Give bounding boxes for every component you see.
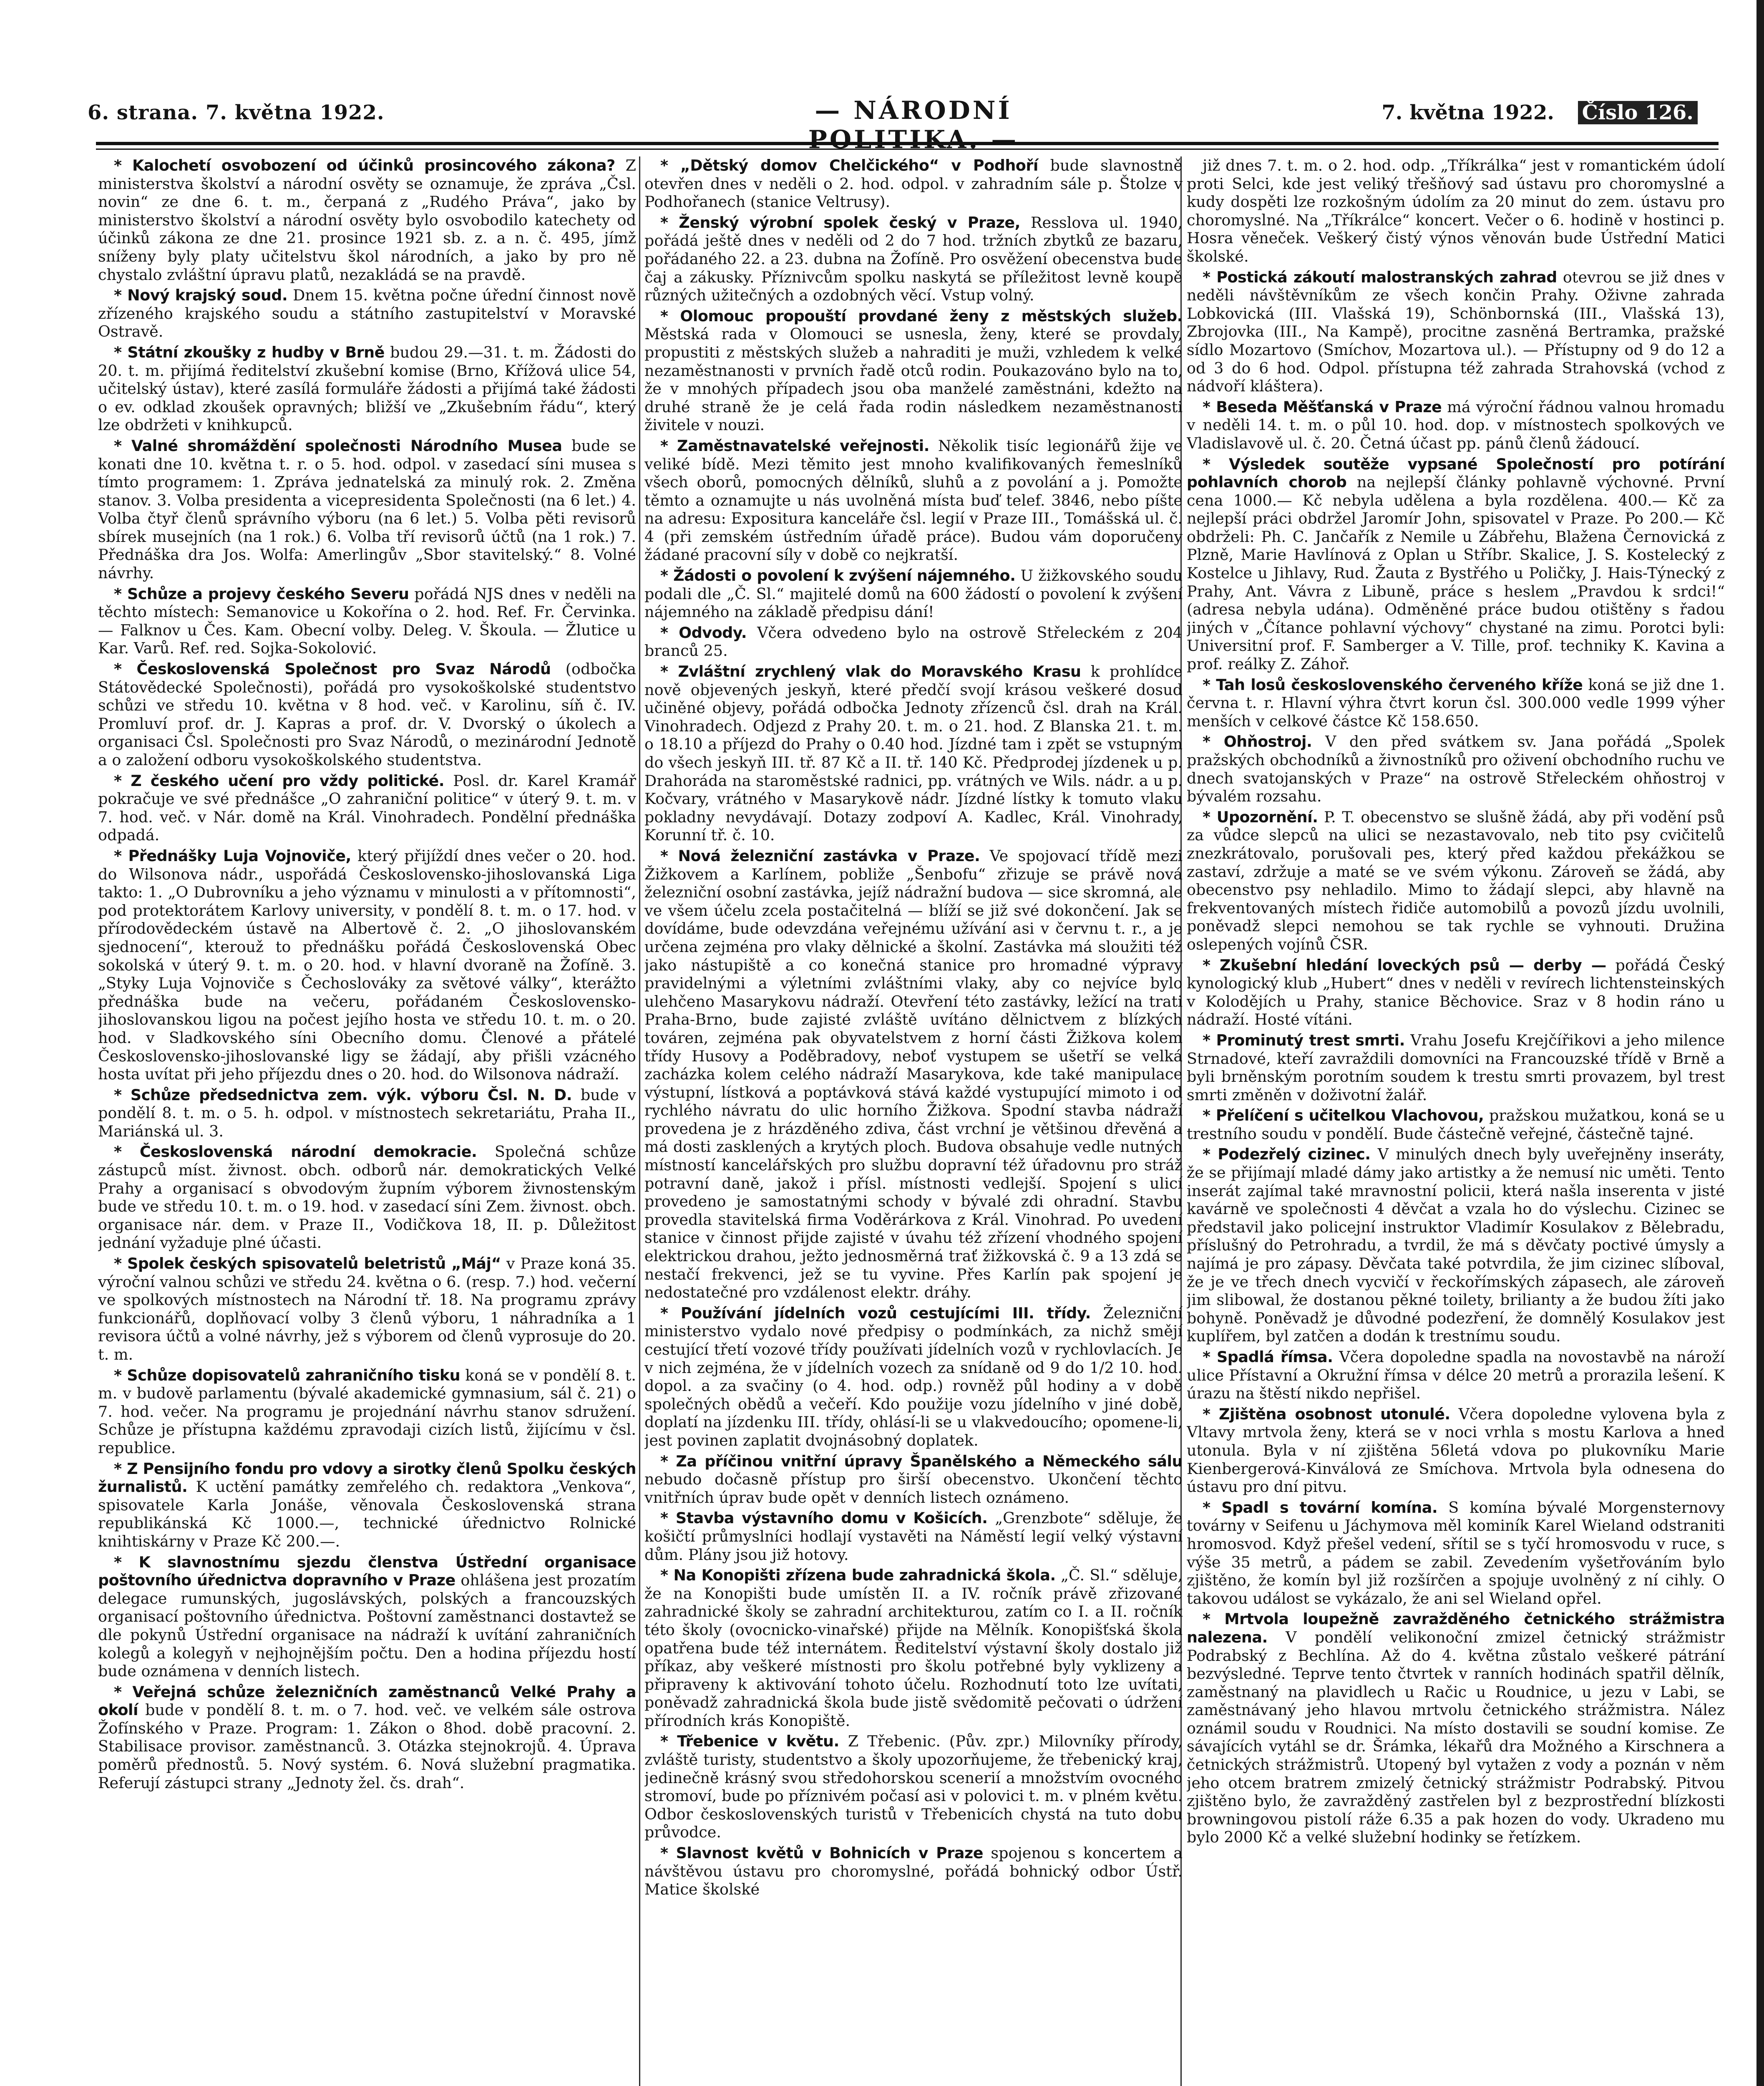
news-item	[1187, 156, 1725, 266]
news-item-body: V den před svátkem sv. Jana pořádá „Spolek pražských obchodníků a živnostníků pro oživení obchodního ruchu ve dnech svatojanských v Praze“ na ostrově Střeleckém ohňostroj v bývalém rozsahu.	[1187, 733, 1725, 806]
news-item	[644, 847, 1183, 1302]
news-item	[1187, 455, 1725, 673]
news-item	[644, 567, 1183, 621]
news-item-headline: * Za příčinou vnitřní úpravy Španělského a Německého sálu	[660, 1452, 1183, 1470]
news-item-headline: * Nová železniční zastávka v Praze.	[660, 846, 980, 865]
news-item-body: má výroční řádnou valnou hromadu v neděli 14. t. m. o půl 10. hod. dop. v místnostech spolkových ve Vladislavově ul. č. 20. Četná účast pp. pánů členů žádoucí.	[1187, 398, 1725, 452]
news-item	[1187, 956, 1725, 1029]
news-item-headline: * Olomouc propouští provdané ženy z městských služeb.	[660, 307, 1183, 325]
news-item-headline: * „Dětský domov Chelčického“ v Podhoří	[660, 156, 1038, 174]
news-item	[644, 1566, 1183, 1730]
column-2	[644, 156, 1183, 2086]
news-item-body: pořádá NJS dnes v neděli na těchto místech: Semanovice u Kokořína o 2. hod. Ref. Fr. Červinka. — Falknov u Čes. Kam. Obecní volby. Deleg. V. Škoula. — Žlutice u Kar. Varů. Ref. red. Sojka-Sokolović.	[98, 584, 636, 658]
news-item-body: koná se již dne 1. června t. r. Hlavní výhra čtvrt korun čsl. 300.000 vedle 1999 výher menších v celkové částce Kč 158.650.	[1187, 675, 1725, 730]
page-edge	[1756, 0, 1764, 2086]
news-item-headline: * Schůze a projevy českého Severu	[114, 584, 409, 603]
news-item-headline: * Stavba výstavního domu v Košicích.	[660, 1509, 988, 1527]
news-item-headline: * Na Konopišti zřízena bude zahradnická škola.	[660, 1566, 1056, 1585]
page-number-date: 6. strana. 7. května 1922.	[88, 101, 385, 124]
news-item-body: Z Třebenic. (Pův. zpr.) Milovníky přírody, zvláště turisty, studentstvo a školy upozorňujeme, že třebenický kraj, jedinečně krásný svou středohorskou scenerií a množstvím ovocného stromoví, bude po příznivém počasí asi v polovici t. m. v plném květu. Odbor československých turistů v Třebenicích chystá na tuto dobu průvodce.	[644, 1732, 1183, 1842]
news-item-body: pořádá Český kynologický klub „Hubert“ dnes v neděli v revírech lichtensteinských v Kolodějích u Prahy, stanice Běchovice. Sraz v 8 hodin ráno u nádraží. Hosté vítáni.	[1187, 956, 1725, 1029]
news-item-headline: * Zaměstnavatelské veřejnosti.	[660, 436, 929, 455]
news-item	[1187, 1031, 1725, 1104]
news-item	[644, 214, 1183, 305]
news-item-headline: * Veřejná schůze železničních zaměstnanců Velké Prahy a okolí	[98, 1683, 636, 1719]
news-item-headline: * Tah losů československého červeného kříže	[1203, 675, 1583, 694]
news-item-body: bude v pondělí 8. t. m. o 5. h. odpol. v místnostech sekretariátu, Praha II., Mariánská ul. 3.	[98, 1086, 636, 1140]
news-item-headline: * Státní zkoušky z hudby v Brně	[114, 343, 385, 361]
news-item-headline: * Z Pensijního fondu pro vdovy a sirotky členů Spolku českých žurnalistů.	[98, 1459, 636, 1496]
news-item	[644, 156, 1183, 211]
news-item-headline: * Výsledek soutěže vypsané Společností pro potírání pohlavních chorob	[1187, 455, 1725, 491]
news-item-body: otevrou se již dnes v neděli návštěvníkům ze všech končin Prahy. Oživne zahrada Lobkovická (III. Vlašská 19), Schönbornská (III., Vlašská 13), Zbrojovka (III., Na Kampě), procitne zasněná Bertramka, pražské sídlo Mozartovo (Smíchov, Mozartova ul.). — Přístupny od 9 do 12 a od 3 do 6 hod. Odpol. přístupna též zahrada Strahovská (vchod z nádvoří kláštera).	[1187, 268, 1725, 396]
news-item-headline: * Postická zákoutí malostranských zahrad	[1203, 268, 1557, 286]
news-item	[1187, 398, 1725, 453]
news-item	[98, 1460, 636, 1551]
news-item-body: Městská rada v Olomouci se usnesla, ženy, které se provdaly, propustiti z městských služeb a nahraditi je muži, vzhledem k velké nezaměstnanosti v prvních řadě otců rodin. Poukazováno bylo na to, že v mnohých případech jsou oba manželé zaměstnáni, kdežto na druhé straně že je celá řada rodin následkem nezaměstnanosti živitele v nouzi.	[644, 325, 1183, 434]
news-item-headline: * Nový krajský soud.	[114, 286, 288, 305]
page-header	[75, 96, 1735, 154]
news-item	[98, 437, 636, 582]
news-item-headline: * Kalochetí osvobození od účinků prosincového zákona?	[114, 156, 615, 174]
news-item-body: Dnem 15. května počne úřední činnost nově zřízeného krajského soudu a státního zastupitelství v Moravské Ostravě.	[98, 286, 636, 341]
header-rule-thin	[96, 149, 1719, 150]
news-item-body: spojenou s koncertem a návštěvou ústavu pro choromyslné, pořádá bohnický odbor Ústř. Matice školské	[644, 1844, 1183, 1899]
news-item-headline: * Žádosti o povolení k zvýšení nájemného.	[660, 567, 1016, 585]
news-item	[98, 1683, 636, 1792]
news-item-headline: * Československá národní demokracie.	[114, 1143, 477, 1161]
masthead-title: — NÁRODNÍ POLITIKA. —	[808, 96, 1019, 154]
news-item	[1187, 1106, 1725, 1143]
news-item-body: Z ministerstva školství a národní osvěty se oznamuje, že zpráva „Čsl. novin“ ze dne 6. t. m., čerpaná z „Rudého Práva“, jako by ministerstvo školství a národní osvěty bylo osvobodilo katechety od účinků zákona ze dne 21. prosince 1921 sb. z. a n. č. 495, jímž sníženy byly platy učitelstvu škol národních, a jako by pro ně chystalo zvláštní úpravu platů, nezakládá se na pravdě.	[98, 156, 636, 284]
news-item-body: Vrahu Josefu Krejčířikovi a jeho milence Strnadové, kteří zavraždili domovníci na Francouzské třídě v Brně a byli brněnským porotním soudem k trestu smrti provazem, byl trest smrti změněn v doživotní žalář.	[1187, 1031, 1725, 1104]
news-item	[1187, 1405, 1725, 1496]
news-item-body: K uctění památky zemřelého ch. redaktora „Venkova“, spisovatele Karla Jonáše, věnovala Československá strana republikánská Kč 1000.—, technické úřednictvo Rolnické knihtiskárny v Praze Kč 200.—.	[98, 1478, 636, 1550]
news-item-headline: * Ženský výrobní spolek český v Praze,	[660, 213, 1020, 232]
news-item	[1187, 268, 1725, 396]
news-item-body: budou 29.—31. t. m. Žádosti do 20. t. m. přijímá ředitelství zkušební komise (Brno, Křížová ulice 54, učitelský ústav), které zasílá formuláře žádosti a přijímá také žádosti o ev. odklad zkoušek opravných; bližší ve „Zkušebním řádu“, který lze obdržeti v knihkupců.	[98, 343, 636, 434]
news-item	[98, 847, 636, 1083]
news-item-body: Společná schůze zástupců míst. živnost. obch. odborů nár. demokratických Velké Prahy a organisací s obvodovým župním výborem živnostenským bude ve středu 10. t. m. o 19. hod. v zasedací síni Zem. živnost. obch. organisace nár. dem. v Praze II., Vodičkova 18, II. p. Důležitost jednání vyžaduje plné účasti.	[98, 1143, 636, 1252]
news-item-body: koná se v pondělí 8. t. m. v budově parlamentu (bývalé akademické gymnasium, sál č. 21) o 7. hod. večer. Na programu je projednání návrhu stanov sdružení. Schůze je přístupna každému zpravodaji cizích listů, žijícímu v čsl. republice.	[98, 1366, 636, 1457]
news-item	[644, 663, 1183, 844]
news-item	[644, 1304, 1183, 1450]
news-item-body: již dnes 7. t. m. o 2. hod. odp. „Tříkrálka“ jest v romantickém údolí proti Selci, kde jest veliký třešňový sad ústavu pro choromyslné a kudy dospěti lze rozkošným údolím za 20 minut do zem. ústavu pro choromyslné. Na „Tříkrálce“ koncert. Večer o 6. hodině v hostinci p. Hosra věneček. Veškerý čistý výnos věnován bude Ústřední Matici školské.	[1187, 156, 1725, 265]
news-item	[1187, 808, 1725, 954]
news-item-headline: * Prominutý trest smrti.	[1203, 1031, 1405, 1049]
news-item-headline: * Podezřelý cizinec.	[1203, 1145, 1371, 1164]
news-item-body: nebudo dočasně přístup pro širší obecenstvo. Ukončení těchto vnitřních úprav bude opět v denních listech oznámeno.	[644, 1470, 1183, 1507]
news-item-body: v Praze koná 35. výroční valnou schůzi ve středu 24. května o 6. (resp. 7.) hod. večerní ve spolkových místnostech na Národní tř. 18. Na programu zprávy funkcionářů, doplňovací volby 3 členů výboru, 1 náhradníka a 1 revisora účtů a volné návrhy, jež s výborem od členů vyprosuje do 20. t. m.	[98, 1255, 636, 1363]
news-item-headline: * Schůze předsednictva zem. výk. výboru Čsl. N. D.	[114, 1086, 572, 1104]
news-item	[1187, 1499, 1725, 1608]
column-divider	[639, 156, 640, 2086]
news-item-body: k prohlídce nově objevených jeskyň, které předčí svojí krásou veškeré dosud učiněné objevy, pořádá odbočka Jednoty zřízenců čsl. drah na Král. Vinohradech. Odjezd z Prahy 20. t. m. o 21. hod. Z Blanska 21. t. m. o 18.10 a příjezd do Prahy o 0.40 hod. Jízdné tam i zpět se vstupným do všech jeskyň III. tř. 87 Kč a II. tř. 140 Kč. Předprodej jízdenek u p. Drahoráda na staroměstské radnici, pp. vrátných ve Wils. nádr. a u p. Kočvary, vrátného v Masarykově nádr. Jízdné lístky k tomuto vlaku pokladny nevydávají. Dotazy zodpoví A. Kadlec, Král. Vinohrady, Korunní tř. č. 10.	[644, 663, 1183, 844]
news-item	[98, 1143, 636, 1252]
news-item-body: (odbočka Státovědecké Společnosti), pořádá pro vysokoškolské studentstvo schůzi ve středu 10. května v 8 hod. več. v Karolinu, síň č. IV. Promluví prof. dr. J. Kapras a prof. dr. V. Dvorský o úkolech a organisaci Čsl. Společnosti pro Svaz Národů, o mezinárodní Jednotě a o založení odboru vysokoškolského studentstva.	[98, 660, 636, 769]
news-item-body: V minulých dnech byly uveřejněny inseráty, že se přijímají mladé dámy jako artistky a že nemusí nic uměti. Tento inserát zajímal také mravnostní policii, která našla inserenta v jisté kavárně ve společnosti 4 děvčat a vzala ho do výslechu. Cizinec se představil jako policejní instruktor Vladimír Kosulakov z Bělebradu, příslušný do Petrohradu, a tvrdil, že má s děvčaty poctivé úmysly a najímá je pro zápasy. Děvčata také potvrdila, že jim cizinec slíboval, že je ve třech dnech vycvičí v řeckořímských zápasech, ale zároveň jim slibowal, že dostanou pěkné toilety, brilianty a že budou žíti jako bohyně. Poněvadž je důvodné podezření, že domnělý Kosulakov jest kuplířem, byl zatčen a dodán k trestnímu soudu.	[1187, 1145, 1725, 1345]
news-item-headline: * Československá Společnost pro Svaz Národů	[114, 660, 551, 678]
news-item-body: Resslova ul. 1940, pořádá ještě dnes v neděli od 2 do 7 hod. tržních zbytků ze bazaru, pořádaného 22. a 23. dubna na Žofíně. Pro osvěžení obecenstva bude čaj a zákusky. Příznivcům spolku naskytá se příležitost levně koupě různých užitečných a ozdobných věcí. Vstup volný.	[644, 213, 1183, 305]
news-item	[1187, 1610, 1725, 1847]
news-item-body: Několik tisíc legionářů žije ve veliké bídě. Mezi těmito jest mnoho kvalifikovaných řemeslníků všech oborů, pomocných dělníků, sluhů a z povolání a j. Pomožte těmto a oznamujte u nás uvolněná místa buď telef. 3846, nebo píšte na adresu: Expositura kanceláře čsl. legií v Praze III., Tomášská ul. č. 4 (při zemském ústředním úřadě práce). Budou vám doporučeny žádané pracovní síly v době co nejkratší.	[644, 436, 1183, 564]
news-item-headline: * Slavnost květů v Bohnicích v Praze	[660, 1844, 983, 1862]
news-item	[98, 343, 636, 434]
news-item-body: S komína bývalé Morgensternovy továrny v Seifenu u Jáchymova měl kominík Karel Wieland odstraniti hromosvod. Když přešel vedení, sřítil se s tyčí hromosvodu v ruce, s výše 35 metrů, a pádem se zabil. Zevedením vyšetřováním bylo zjištěno, že komín byl již rozšírčen a spojuje uvolněný z ní cihly. O takovou událost se vykázalo, že ani sel Wieland opřel.	[1187, 1498, 1725, 1607]
news-item-body: Včera dopoledne spadla na novostavbě na nároží ulice Přístavní a Okružní římsa v délce 20 metrů a prorazila lešení. K úrazu na štěstí nikdo nepřišel.	[1187, 1348, 1725, 1403]
news-item-body: Posl. dr. Karel Kramář pokračuje ve své přednášce „O zahraniční politice“ v úterý 9. t. m. v 7. hod. več. v Nár. domě na Král. Vinohradech. Pondělní přednáška odpadá.	[98, 771, 636, 844]
news-item	[644, 307, 1183, 434]
news-item-body: U žižkovského soudu podali dle „Č. Sl.“ majitelé domů na 600 žádostí o povolení k zvýšení nájemného na základě předpisu dání!	[644, 567, 1183, 621]
issue-number: Číslo 126.	[1578, 101, 1698, 124]
news-item-body: „Č. Sl.“ sděluje, že na Konopišti bude umístěn II. a IV. ročník právě zřizované zahradnické školy se zahradní architekturou, zatím co I. a II. ročník této školy (ovocnicko-vinařské) přijde na Mělník. Konopišťská škola opatřena bude též internátem. Ředitelství výstavní školy dostalo již příkaz, aby veškeré místnosti pro školu potřebné byly vyklizeny a připraveny k aktivování tohoto účelu. Rozhodnutí toto lze uvítati, poněvadž zahradnická škola bude jistě svědomitě pečovati o údržení přírodních krás Konopiště.	[644, 1566, 1183, 1730]
news-item-body: „Grenzbote“ sděluje, že košičtí průmyslníci hodlají vystavěti na Náměstí legií velký výstavní dům. Plány jsou již hotovy.	[644, 1509, 1183, 1564]
news-item-body: Včera odvedeno bylo na ostrově Střeleckém z 204 branců 25.	[644, 623, 1183, 660]
news-item	[644, 1509, 1183, 1564]
news-item-headline: * Zvláštní zrychlený vlak do Moravského Krasu	[660, 663, 1081, 681]
news-item-body: který přijíždí dnes večer o 20. hod. do Wilsonova nádr., uspořádá Československo-jihoslovanská Liga takto: 1. „O Dubrovníku a jeho významu v minulosti a v přítomnosti“, pod protektorátem Karlovy university, v pondělí 8. t. m. o 17. hod. v přírodovědeckém ústavě na Albertově č. 2. „O jihoslovanském sjednocení“, kterouž to přednášku pořádá Československá Obec sokolská v úterý 9. t. m. o 20. hod. v hlavní dvoraně na Žofíně. 3. „Styky Luja Vojnoviče s Čechoslováky za světové války“, kterážto přednáška bude na večeru, pořádaném Československo-jihoslovanskou ligou na počest jejího hosta ve středu 10. t. m. o 20. hod. v Sladkovského síni Obecního domu. Členové a přátelé Československo-jihoslovanské ligy se žádají, aby přišli vzácného hosta uvítat při jeho příjezdu dnes o 20. hod. do Wilsonova nádraží.	[98, 846, 636, 1083]
news-item	[644, 624, 1183, 660]
news-item-headline: * Schůze dopisovatelů zahraničního tisku	[114, 1366, 461, 1384]
news-item-headline: * Třebenice v květu.	[660, 1732, 839, 1751]
news-item	[98, 585, 636, 658]
news-item	[98, 1255, 636, 1364]
news-item-body: bude v pondělí 8. t. m. o 7. hod. več. ve velkém sále ostrova Žofínského v Praze. Program: 1. Zákon o 8hod. době pracovní. 2. Stabilisace provisor. zaměstnanců. 3. Otázka stejnokrojů. 4. Úprava poměrů přednostů. 5. Nový systém. 6. Nová služební pragmatika. Referují zástupci strany „Jednoty žel. čs. drah“.	[98, 1701, 636, 1792]
header-date: 7. května 1922.	[1382, 101, 1554, 124]
news-item	[1187, 733, 1725, 805]
column-1	[98, 156, 636, 2086]
news-item	[644, 1844, 1183, 1899]
news-item	[98, 660, 636, 769]
news-item	[644, 1732, 1183, 1842]
news-item	[644, 437, 1183, 564]
news-item-headline: * Mrtvola loupežně zavražděného četnického strážmistra nalezena.	[1187, 1610, 1725, 1646]
news-item-headline: * Spadl s tovární komína.	[1203, 1498, 1438, 1517]
news-item	[1187, 1145, 1725, 1345]
news-item	[98, 1366, 636, 1457]
news-item-headline: * Z českého učení pro vždy politické.	[114, 771, 445, 790]
news-item-body: P. T. obecenstvo se slušně žádá, aby při vodění psů za vůdce slepců na ulici se nezastavovalo, neb tito psy cvičitelů znezkrátovalo, porušovali pes, který před každou překážkou se zastaví, zdržuje a maté se ve svém výkonu. Zároveň se žádá, aby obecenstvo psy nehladilo. Mimo to žádají slepci, aby hlavně na frekventovaných místech řidiče automobilů a povozů jízdu uvolnili, poněvadž slepci nemohou se tak rychle se vyhnouti. Družina oslepených vojínů ČSR.	[1187, 808, 1725, 953]
news-item-body: V pondělí velikonoční zmizel četnický strážmistr Podrabský z Bechlína. Až do 4. května zůstalo veškeré pátrání bezvýsledné. Teprve tento čtvrtek v ranních hodinách spatřil dělník, zaměstnaný na plavidlech u Račic u Roudnice, u jezu v Labi, se zaměstnávaný jeho hlavou mrtvolu četnického strážmistra. Nález oznámil soudu v Roudnici. Na místo dostavili se soudní komise. Ze sávajících vytáhl se dr. Šrámka, lékařů dra Možného a Kirschnera a četnických strážmistrů. Utopený byl vytažen z vody a poznán v něm jeho otcem bratrem zmizelý četnický strážmistr Podrabský. Pitvou zjištěno bylo, že zavražděný zastřelen byl z bezprostřední blízkosti browningovou pistolí ráže 6.35 a pak hozen do vody. Ukradeno mu bylo 2000 Kč a velké služební hodinky se řetízkem.	[1187, 1628, 1725, 1847]
news-item-body: pražskou mužatkou, koná se u trestního soudu v pondělí. Bude částečně veřejné, částečně tajné.	[1187, 1106, 1725, 1143]
news-item	[1187, 1348, 1725, 1403]
news-item-body: bude slavnostně otevřen dnes v neděli o 2. hod. odpol. v zahradním sále p. Štolze v Podhořanech (stanice Veltrusy).	[644, 156, 1183, 211]
header-right	[1382, 101, 1698, 124]
news-item-headline: * Používání jídelních vozů cestujícími III. třídy.	[660, 1304, 1091, 1322]
news-item-headline: * Valné shromáždění společnosti Národního Musea	[114, 436, 562, 455]
news-item	[98, 772, 636, 844]
news-item-headline: * Zjištěna osobnost utonulé.	[1203, 1405, 1450, 1423]
news-item-headline: * Přednášky Luja Vojnoviče,	[114, 846, 351, 865]
news-item-headline: * Spolek českých spisovatelů beletristů „Máj“	[114, 1255, 501, 1273]
news-item-body: Ve spojovací třídě mezi Žižkovem a Karlínem, pobliže „Šenbofu“ zřizuje se právě nová železniční osobní zastávka, jejíž nádražní budova — sice skromná, ale ve všem účelu zcela postačitelná — blíží se již své dokončení. Jak se dovídáme, bude odevzdána veřejnému užívání asi v červnu t. r., a je určena zejména pro vlaky dělnické a školní. Zastávka má sloužiti též jako nástupiště a co konečná stanice pro hromadné výpravy pravidelnými a výletními zvláštními vlaky, aby co nejvíce bylo ulehčeno Masarykovu nádraží. Otevření této zastávky, ležící na trati Praha-Brno, bude zajisté zvláště uvítáno dělnictvem z blízkých továren, zejména pak obyvatelstvem z horní části Žižkova kolem třídy Husovy a Poděbradovy, neboť vystupem se ušetří se velká zacházka kolem celého nádraží Masarykova, kde také manipulace výstupní, lístková a poptávková stává každé vystupující mimoto i od rychlého návratu do ulic horního Žižkova. Spodní stavba nádraží provedena je z hrázděného zdiva, část vrchní je většinou dřevěná a má dosti zasklených a krytých ploch. Budova obsahuje vedle nutných místností kancelářských pro službu dopravní též úřadovnu pro stráž potravní daně, jakož i přísl. místnosti vedlejší. Spojení s ulicí provedeno je samostatnými schody v bývalé zdi ohradní. Stavbu provedla stavitelská firma Voděrárkova z Král. Vinohrad. Po uvedení stanice v činnost přijde zajisté v úvahu též zřízení vhodného spojení elektrickou drahou, ježto jednosměrná trať žižkovská č. 9 a 13 zdá se nestačí frekvenci, jež se tu vyvine. Přes Karlín pak spojení je nedostatečné pro vzdálenost elektr. dráhy.	[644, 846, 1183, 1302]
news-item-headline: * Beseda Měšťanská v Praze	[1203, 398, 1442, 416]
news-item	[98, 156, 636, 284]
news-item-headline: * Přelíčení s učitelkou Vlachovou,	[1203, 1106, 1484, 1125]
news-item-body: ohlášena jest prozatím delegace rumunských, jugoslávských, polských a francouzských organisací poštovního úřednictva. Poštovní zaměstnanci dostavtež se dle pokynů Ústřední organisace na nádraží k uvítání zahraničních kolegů a kolegyň v nejhojnějším počtu. Den a hodina příjezdu hostí bude oznámena v denních listech.	[98, 1571, 636, 1680]
news-item	[98, 1086, 636, 1141]
news-item-headline: * Ohňostroj.	[1203, 733, 1312, 751]
news-item-body: bude se konati dne 10. května t. r. o 5. hod. odpol. v zasedací síni musea s tímto programem: 1. Zpráva jednatelská za minulý rok. 2. Změna stanov. 3. Volba presidenta a vicepresidenta Společnosti (na 6 let.) 4. Volba čtyř členů správního výboru (na 6 let.) 5. Volba pěti revisorů sbírek musejních (na 1 rok.) 6. Volba tří revisorů účtů (na 1 rok.) 7. Přednáška dra Jos. Wolfa: Amerlingův „Sbor stavitelský.“ 8. Volné návrhy.	[98, 436, 636, 582]
news-item-headline: * Zkušební hledání loveckých psů — derby —	[1203, 956, 1606, 974]
news-item-body: Včera dopoledne vylovena byla z Vltavy mrtvola ženy, která se v noci vrhla s mostu Karlova a hned utonula. Byla v ní zjištěna 56letá vdova po plukovníku Marie Kienbergerová-Kinválová ze Smíchova. Mrtvola byla odnesena do ústavu pro dní pitvu.	[1187, 1405, 1725, 1496]
news-item	[98, 286, 636, 341]
news-item-headline: * Upozornění.	[1203, 808, 1318, 826]
news-item-headline: * Spadlá římsa.	[1203, 1348, 1333, 1366]
column-3	[1187, 156, 1725, 2086]
news-item-body: Železniční ministerstvo vydalo nové předpisy o podmínkách, za nichž smějí cestující třetí vozové třídy používati jídelních vozů v rychlovlacích. Je v nich zejména, že v jídelních vozech za snídaně od 9 do 1/2 10. hod. dopol. a za svačiny (o 4. hod. odp.) rovněž půl hodiny a v době společných obědů a večeří. Kdo použije vozu jídelního v jiné době, doplatí na jízdenku III. třídy, ohlásí-li se u vlakvedoucího; opomene-li, jest povinen zaplatit dvojnásobný doplatek.	[644, 1304, 1183, 1449]
news-item	[98, 1553, 636, 1680]
news-item	[1187, 676, 1725, 731]
news-item-headline: * K slavnostnímu sjezdu členstva Ústřední organisace poštovního úřednictva dopravního v Praze	[98, 1553, 636, 1590]
news-item-body: na nejlepší články pohlavně výchovné. První cena 1000.— Kč nebyla udělena a byla rozdělena. 400.— Kč za nejlepší práci obdržel Jaromír John, spisovatel v Praze. Po 200.— Kč obdrželi: Ph. C. Jančařík z Nemile u Zábřehu, Blažena Černovická z Plzně, Marie Havlínová z Oplan u Stříbr. Skalice, J. S. Kostelecký z Kostelce u Jihlavy, Rud. Žauta z Bystřého u Poličky, J. Hais-Týnecký z Prahy, Ant. Vávra z Libuně, práce s heslem „Pravdou k srdci!“ (adresa nebyla udána). Odměněné práce budou otištěny s řadou jiných v „Čítance pohlavní výchovy“ chystané na zimu. Porotci byli: Universitní prof. F. Samberger a V. Tille, prof. techniky K. Kavina a prof. reálky Z. Záhoř.	[1187, 473, 1725, 673]
news-item-headline: * Odvody.	[660, 623, 747, 642]
header-rule	[96, 142, 1719, 145]
news-item	[644, 1452, 1183, 1507]
